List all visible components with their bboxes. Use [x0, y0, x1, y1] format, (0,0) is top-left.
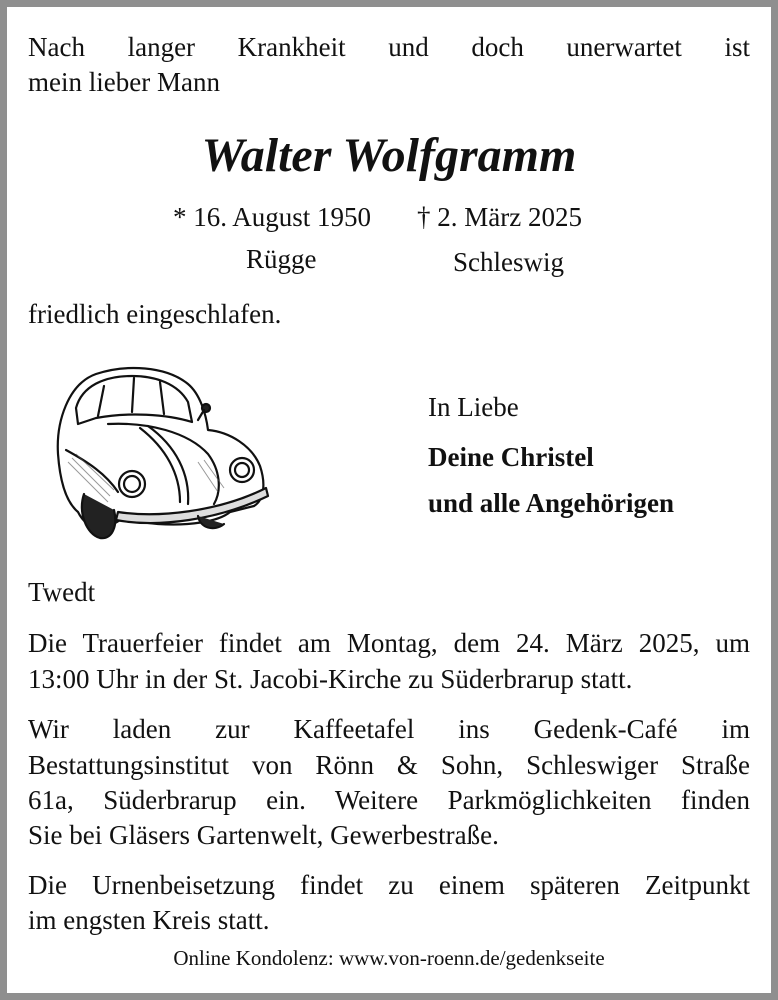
- coffee-line-2: Bestattungsinstitut von Rönn & Sohn, Schleswiger Straße: [28, 750, 750, 780]
- intro-line-1: Nach langer Krankheit und doch unerwartet ist: [28, 32, 750, 62]
- deceased-name: Walter Wolfgramm: [201, 129, 577, 182]
- urn-line-1: Die Urnenbeisetzung findet zu einem späteren Zeitpunkt: [28, 870, 750, 900]
- coffee-line-4: Sie bei Gläsers Gartenwelt, Gewerbestraße.: [28, 820, 499, 850]
- funeral-line-1: Die Trauerfeier findet am Montag, dem 24. März 2025, um: [28, 628, 750, 658]
- peaceful-line: friedlich eingeschlafen.: [28, 299, 282, 329]
- coffee-line-1: Wir laden zur Kaffeetafel ins Gedenk-Café im: [28, 714, 750, 744]
- vw-beetle-illustration: [48, 362, 270, 542]
- coffee-line-3: 61a, Süderbrarup ein. Weitere Parkmöglichkeiten finden: [28, 785, 750, 815]
- urn-line-2: im engsten Kreis statt.: [28, 905, 270, 935]
- online-condolence-footer: Online Kondolenz: www.von-roenn.de/gedenkseite: [173, 946, 605, 970]
- place-line: Twedt: [28, 577, 96, 607]
- signoff-line-2: und alle Angehörigen: [428, 488, 675, 518]
- signoff-line-1: Deine Christel: [428, 442, 594, 472]
- death-place: Schleswig: [453, 247, 564, 277]
- funeral-line-2: 13:00 Uhr in der St. Jacobi-Kirche zu Süderbrarup statt.: [28, 664, 633, 694]
- birth-place: Rügge: [246, 244, 317, 274]
- signoff-greeting: In Liebe: [428, 392, 519, 422]
- birth-date: * 16. August 1950: [173, 202, 372, 232]
- intro-line-2: mein lieber Mann: [28, 67, 220, 97]
- death-date: † 2. März 2025: [417, 202, 582, 232]
